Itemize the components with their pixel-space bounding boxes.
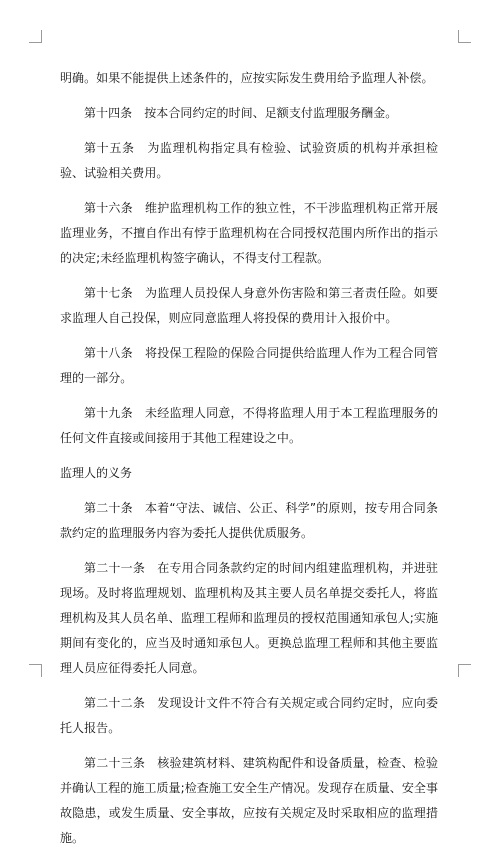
- paragraph-continued: 明确。如果不能提供上述条件的，应按实际发生费用给予监理人补偿。: [60, 71, 434, 85]
- section-heading: 监理人的义务: [60, 466, 133, 480]
- paragraph-article-21: 第二十一条 在专用合同条款约定的时间内组建监理机构，并进驻现场。及时将监理规划、监理机构及其主要人员名单提交委托人，将监理机构及其人员名单、监理工程师和监理员的授权范围通知承包人;实施期间有变化的，应当及时通知承包人。更换总监理工程师和其他主要监理人员应征得委托人同意。: [60, 561, 438, 675]
- document-body: [60, 66, 438, 861]
- paragraph-article-20: 第二十条 本着“守法、诚信、公正、科学”的原则，按专用合同条款约定的监理服务内容为委托人提供优质服务。: [60, 501, 438, 540]
- paragraph-article-23: 第二十三条 核验建筑材料、建筑构配件和设备质量，检查、检验并确认工程的施工质量;检查施工安全生产情况。发现存在质量、安全事故隐患，或发生质量、安全事故，应按有关规定及时采取相应的监理措施。: [60, 756, 438, 845]
- paragraph-article-19: 第十九条 未经监理人同意，不得将监理人用于本工程监理服务的任何文件直接或间接用于其他工程建设之中。: [60, 406, 438, 445]
- paragraph-article-22: 第二十二条 发现设计文件不符合有关规定或合同约定时，应向委托人报告。: [60, 696, 438, 735]
- paragraph-article-15: 第十五条 为监理机构指定具有检验、试验资质的机构并承担检验、试验相关费用。: [60, 141, 438, 180]
- paragraph-article-14: 第十四条 按本合同约定的时间、足额支付监理服务酬金。: [84, 106, 398, 120]
- paragraph-article-16: 第十六条 维护监理机构工作的独立性，不干涉监理机构正常开展监理业务，不擅自作出有悖于监理机构在合同授权范围内所作出的指示的决定;未经监理机构签字确认，不得支付工程款。: [60, 201, 438, 265]
- crop-mark-top-right: [458, 30, 471, 43]
- crop-mark-bottom-right: [458, 664, 471, 677]
- paragraph-article-18: 第十八条 将投保工程险的保险合同提供给监理人作为工程合同管理的一部分。: [60, 346, 438, 385]
- crop-mark-top-left: [29, 30, 42, 43]
- paragraph-article-17: 第十七条 为监理人员投保人身意外伤害险和第三者责任险。如要求监理人自己投保，则应同意监理人将投保的费用计入报价中。: [60, 286, 438, 325]
- crop-mark-bottom-left: [29, 664, 42, 677]
